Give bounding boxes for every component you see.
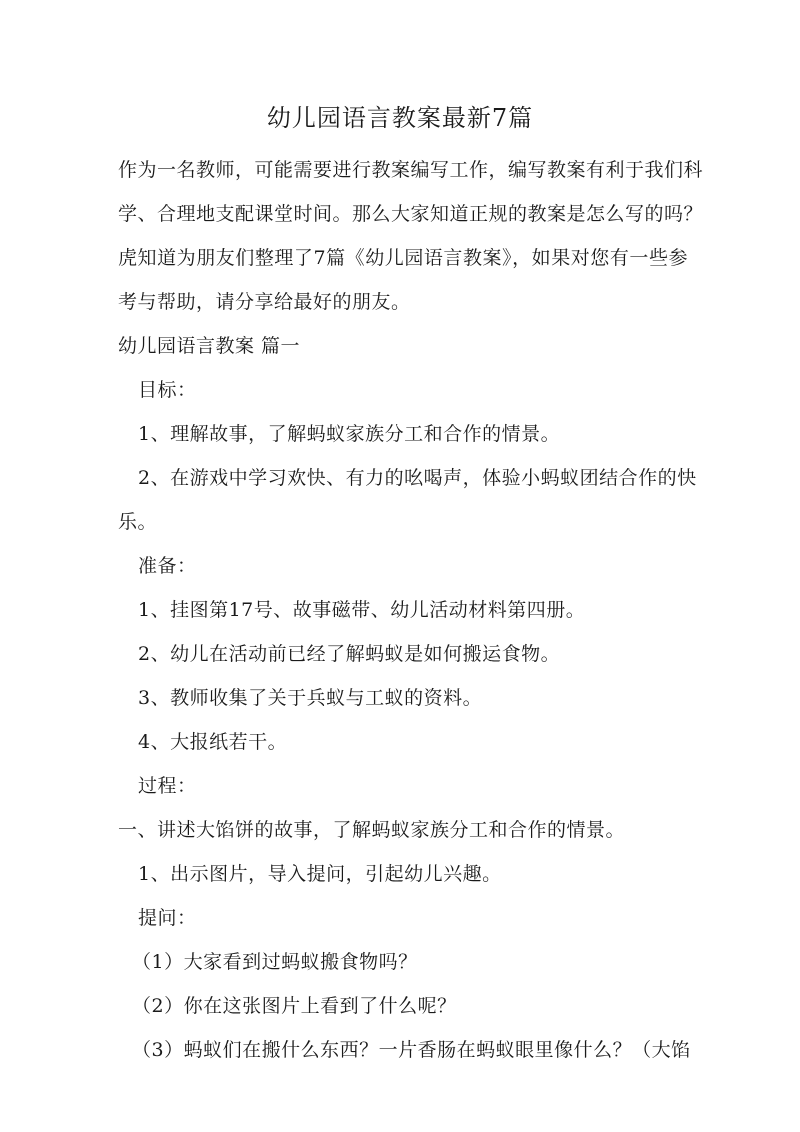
document-title: 幼儿园语言教案最新7篇 [266,104,534,132]
section-heading: 幼儿园语言教案 篇一 [118,335,301,357]
intro-line-1: 作为一名教师，可能需要进行教案编写工作，编写教案有利于我们科 [118,159,704,181]
intro-line-2: 学、合理地支配课堂时间。那么大家知道正规的教案是怎么写的吗？ [118,203,704,225]
intro-line-4: 考与帮助，请分享给最好的朋友。 [118,291,411,313]
question-label: 提问： [138,907,197,929]
step-one-item-1: 1、出示图片，导入提问，引起幼儿兴趣。 [138,863,502,885]
goal-item-1: 1、理解故事，了解蚂蚁家族分工和合作的情景。 [138,423,561,445]
step-one-heading: 一、讲述大馅饼的故事，了解蚂蚁家族分工和合作的情景。 [118,819,626,841]
prep-label: 准备： [138,555,197,577]
question-2: （2）你在这张图片上看到了什么呢？ [132,995,457,1017]
intro-line-3: 虎知道为朋友们整理了7篇《幼儿园语言教案》，如果对您有一些参 [118,247,688,269]
goal-label: 目标： [138,379,197,401]
question-1: （1）大家看到过蚂蚁搬食物吗？ [132,951,418,973]
prep-item-3: 3、教师收集了关于兵蚁与工蚁的资料。 [138,687,483,709]
prep-item-1: 1、挂图第17号、故事磁带、幼儿活动材料第四册。 [138,599,586,621]
process-label: 过程： [138,775,197,797]
question-3: （3）蚂蚁们在搬什么东西？一片香肠在蚂蚁眼里像什么？（大馅 [132,1039,691,1061]
prep-item-2: 2、幼儿在活动前已经了解蚂蚁是如何搬运食物。 [138,643,561,665]
prep-item-4: 4、大报纸若干。 [138,731,288,753]
goal-item-2-line-1: 2、在游戏中学习欢快、有力的吆喝声，体验小蚂蚁团结合作的快 [138,467,697,489]
goal-item-2-line-2: 乐。 [118,511,158,533]
